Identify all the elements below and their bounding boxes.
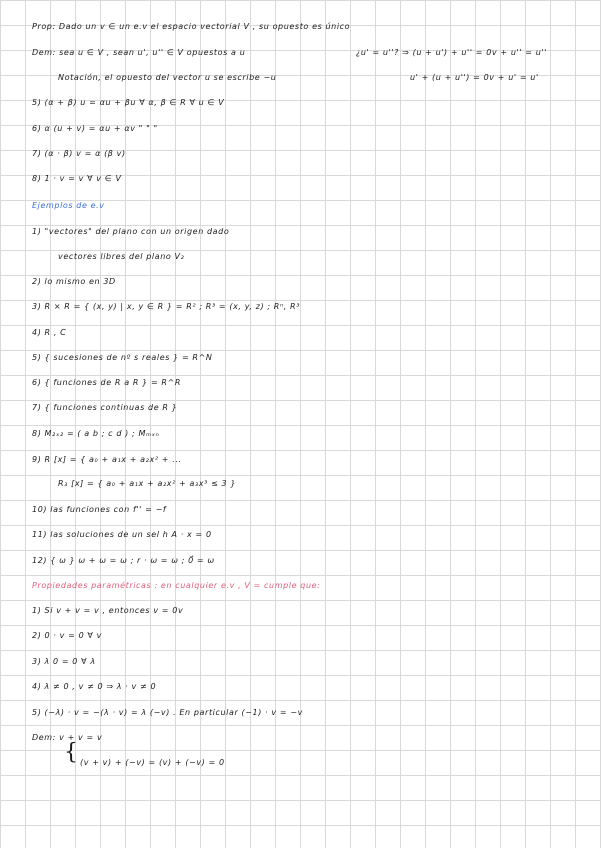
examples-heading: Ejemplos de e.v: [32, 201, 105, 210]
example-8: 8) M₂ₓ₂ = ( a b ; c d ) ; Mₘₓₙ: [32, 429, 160, 438]
example-1: 1) "vectores" del plano con un origen dado: [32, 227, 230, 236]
property-2: 2) 0 · v = 0 ∀ v: [32, 631, 102, 640]
proposition-line: Prop: Dado un v ∈ un e.v el espacio vectorial V , su opuesto es único: [32, 22, 351, 31]
property-4: 4) λ ≠ 0 , v ≠ 0 ⇒ λ · v ≠ 0: [32, 682, 157, 691]
example-12: 12) { ω } ω + ω = ω ; r · ω = ω ; 0⃗ = ω: [32, 556, 215, 565]
proof-start: Dem: v + v = v: [32, 733, 103, 742]
opposite-question: ¿u' = u''? ⇒ (u + u') + u'' = 0v + u'' = u'': [356, 48, 547, 57]
example-5: 5) { sucesiones de nº s reales } = R^N: [32, 353, 213, 362]
axiom-5: 5) (α + β) u = αu + βu ∀ α, β ∈ R ∀ u ∈ V: [32, 98, 225, 107]
example-6: 6) { funciones de R a R } = R^R: [32, 378, 182, 387]
notation-line: Notación, el opuesto del vector u se escribe −u: [58, 73, 277, 82]
property-3: 3) λ 0 = 0 ∀ λ: [32, 657, 96, 666]
example-1-detail: vectores libres del plano V₂: [58, 252, 185, 261]
example-2: 2) lo mismo en 3D: [32, 277, 116, 286]
example-10: 10) las funciones con f'' = −f: [32, 505, 167, 514]
property-1: 1) Si v + v = v , entonces v = 0v: [32, 606, 184, 615]
proof-line: Dem: sea u ∈ V , sean u', u'' ∈ V opuestos a u: [32, 48, 246, 57]
properties-heading: Propiedades paramétricas : en cualquier e.v , V = cumple que:: [32, 581, 321, 590]
axiom-7: 7) (α · β) v = α (β v): [32, 149, 126, 158]
example-7: 7) { funciones continuas de R }: [32, 403, 178, 412]
axiom-6: 6) α (u + v) = αu + αv " " ": [32, 124, 158, 133]
example-4: 4) R , C: [32, 328, 67, 337]
opposite-equation: u' + (u + u'') = 0v + u' = u': [410, 73, 539, 82]
axiom-8: 8) 1 · v = v ∀ v ∈ V: [32, 174, 122, 183]
example-3: 3) R × R = { (x, y) | x, y ∈ R } = R² ; R³ = (x, y, z) ; Rⁿ, R³: [32, 302, 300, 311]
example-9-detail: R₃ [x] = { a₀ + a₁x + a₂x² + a₃x³ ≤ 3 }: [58, 479, 237, 488]
example-9: 9) R [x] = { a₀ + a₁x + a₂x² + ...: [32, 455, 182, 464]
proof-step: (v + v) + (−v) = (v) + (−v) = 0: [80, 758, 225, 767]
property-5: 5) (−λ) · v = −(λ · v) = λ (−v) . En particular (−1) · v = −v: [32, 708, 303, 717]
example-11: 11) las soluciones de un sel h A · x = 0: [32, 530, 212, 539]
brace-icon: {: [64, 740, 78, 765]
